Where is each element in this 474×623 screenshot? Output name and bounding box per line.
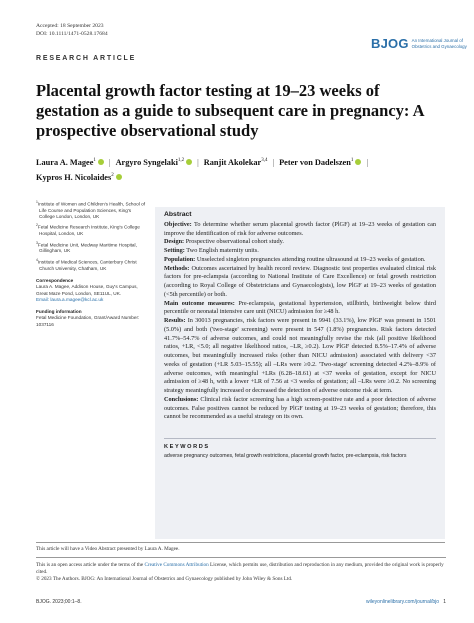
author-info-sidebar [36,199,148,328]
funding-heading: Funding information [36,309,82,315]
correspondence-heading: Correspondence [36,277,74,283]
author-affiliation-marker: 3,4 [261,158,268,163]
page-footer [36,599,446,605]
abstract-heading: Abstract [164,211,192,218]
author-name: Argyro Syngelaki [115,157,178,167]
citation: BJOG. 2023;00:1–8. [36,599,82,605]
keywords-heading: KEYWORDS [164,438,436,452]
author-affiliation-marker: 1 [93,158,96,163]
orcid-icon[interactable] [186,159,192,165]
article-title: Placental growth factor testing at 19–23 weeks of gestation as a guide to subsequent care in pregnancy: A prospective observational study [36,81,424,140]
journal-logo-text: BJOG [371,36,409,51]
accepted-date: Accepted: 18 September 2023 [36,23,104,29]
author-name: Kypros H. Nicolaides [36,172,112,182]
correspondence-email[interactable]: Email: laura.a.magee@kcl.ac.uk [36,296,104,302]
abstract-design: Design: Prospective observational cohort study. [164,238,284,246]
journal-logo [371,36,474,51]
affiliation: $^3$Fetal Medicine Unit, Medway Maritime Hospital, Gillingham, UK [36,240,137,254]
affiliation: $^1$Institute of Women and Children's Health, School of Life Course and Population Sciences, King's College London, London, UK [36,200,146,220]
license-note: This is an open access article under the terms of the Creative Commons Attribution License, which permits use, distribution and reproduction in any medium, provided the original work is properly cited. [36,562,444,575]
abstract-conclusions: Conclusions: Clinical risk factor screening has a high screen-positive rate and a poor detection of adverse outcomes. False positives cannot be reduced by PlGF testing at 19–23 weeks of gestation; therefore, this cannot be recommended as a useful strategy on its own. [164,395,436,421]
keywords-list: adverse pregnancy outcomes, fetal growth restrictions, placental growth factor, pre-eclampsia, risk factors [164,452,407,459]
author[interactable] [116,158,193,167]
footnotes [36,546,446,583]
author-name: Ranjit Akolekar [203,157,262,167]
abstract-main-outcomes: Main outcome measures: Pre-eclampsia, gestational hypertension, stillbirth, birthweight below third percentile or neonatal intensive care unit (NICU) admission for ≥48 h. [164,299,436,316]
journal-name: An International Journal of Obstetrics and Gynaecology [411,38,467,49]
funding-text: Fetal Medicine Foundation, Grant/Award Number: 1037116 [36,315,140,327]
orcid-icon[interactable] [98,159,104,165]
copyright-note: © 2023 The Authors. BJOG: An International Journal of Obstetrics and Gynaecology published by John Wiley & Sons Ltd. [36,576,293,582]
author-affiliation-marker: 1,2 [177,158,185,163]
abstract-box [155,207,445,539]
doi[interactable]: DOI: 10.1111/1471-0528.17684 [36,31,108,38]
orcid-icon[interactable] [355,159,361,165]
video-abstract-note: This article will have a Video Abstract presented by Laura A. Magee. [36,546,180,552]
author-separator: | [366,157,369,167]
footnote-divider [36,542,445,543]
author-affiliation-marker: 1 [350,158,354,163]
page-number: 1 [443,599,446,605]
author[interactable] [36,173,122,182]
abstract-results: Results: In 30013 pregnancies, risk factors were present in 9941 (33.1%), low PlGF was present in 1501 (5.0%) and both ('two-stage' screening) were present in 547 (1.8%) pregnancies. Risk factors detected 41.7%–54.7% of adverse outcomes, and could not meaningfully revise the risk (all positive likelihood ratios, +LR, <5.0; all negative likelihood ratios, –LR, ≥0.2). Low PlGF detected 8.5%–17.4% of adverse outcomes, but meaningfully increased risks (other than NICU admission) associated with delivery <37 weeks of gestation (+LR 5.03–15.55); all –LRs were ≥0.2. 'Two-stage' screening detected 4.2%–8.9% of adverse outcomes, with meaningful +LRs (6.28–18.61) at <37 weeks of gestation, except for NICU admission of ≥48 h, with a lower +LR of 7.56 at <3 weeks of gestation; all –LRs were ≥0.2. No screening strategy meaningfully increased or decreased the detection of adverse outcome risk at term. [164,317,436,394]
author-separator: | [108,157,111,167]
author-affiliation-marker: 2 [111,172,114,178]
license-link[interactable]: Creative Commons Attribution [144,562,209,568]
orcid-icon[interactable] [116,174,122,180]
abstract-objective: Objective: To determine whether serum placental growth factor (PlGF) at 19–23 weeks of gestation can improve the identification of risk for adverse outcomes. [164,220,436,237]
affiliation: $^2$Fetal Medicine Research Institute, King's College Hospital, London, UK [36,223,140,237]
author-separator: | [272,157,275,167]
author-separator: | [197,157,199,167]
author[interactable] [279,158,361,167]
abstract-methods: Methods: Outcomes ascertained by health record review. Diagnostic test properties evaluated clinical risk factors for pre-eclampsia (according to National Institute of Care Excellence) or fetal growth restriction (according to Royal College of Obstetricians and Gynaecologists), low PlGF at 19–23 weeks of gestation (<5th percentile) or both. [164,264,436,298]
author-name: Peter von Dadelszen [279,157,351,167]
author[interactable] [36,158,104,167]
article-type: RESEARCH ARTICLE [36,55,137,62]
affiliation: $^4$Institute of Medical Sciences, Canterbury Christ Church University, Chatham, UK [36,257,137,271]
footnote-divider [36,553,446,558]
author-list [36,154,446,184]
article-metadata [36,22,108,39]
abstract-setting: Setting: Two English maternity units. [164,247,259,254]
journal-url[interactable]: wileyonlinelibrary.com/journal/bjo [366,599,440,605]
page-footer-right [366,599,446,605]
correspondence-address: Laura A. Magee, Addison House, Guy's Campus, Great Maze Pond, London, SE11UL, UK. [36,284,138,296]
abstract-population: Population: Unselected singleton pregnancies attending routine ultrasound at 19–23 weeks of gestation. [164,255,426,263]
author[interactable] [204,158,268,167]
author-name: Laura A. Magee [36,157,94,167]
